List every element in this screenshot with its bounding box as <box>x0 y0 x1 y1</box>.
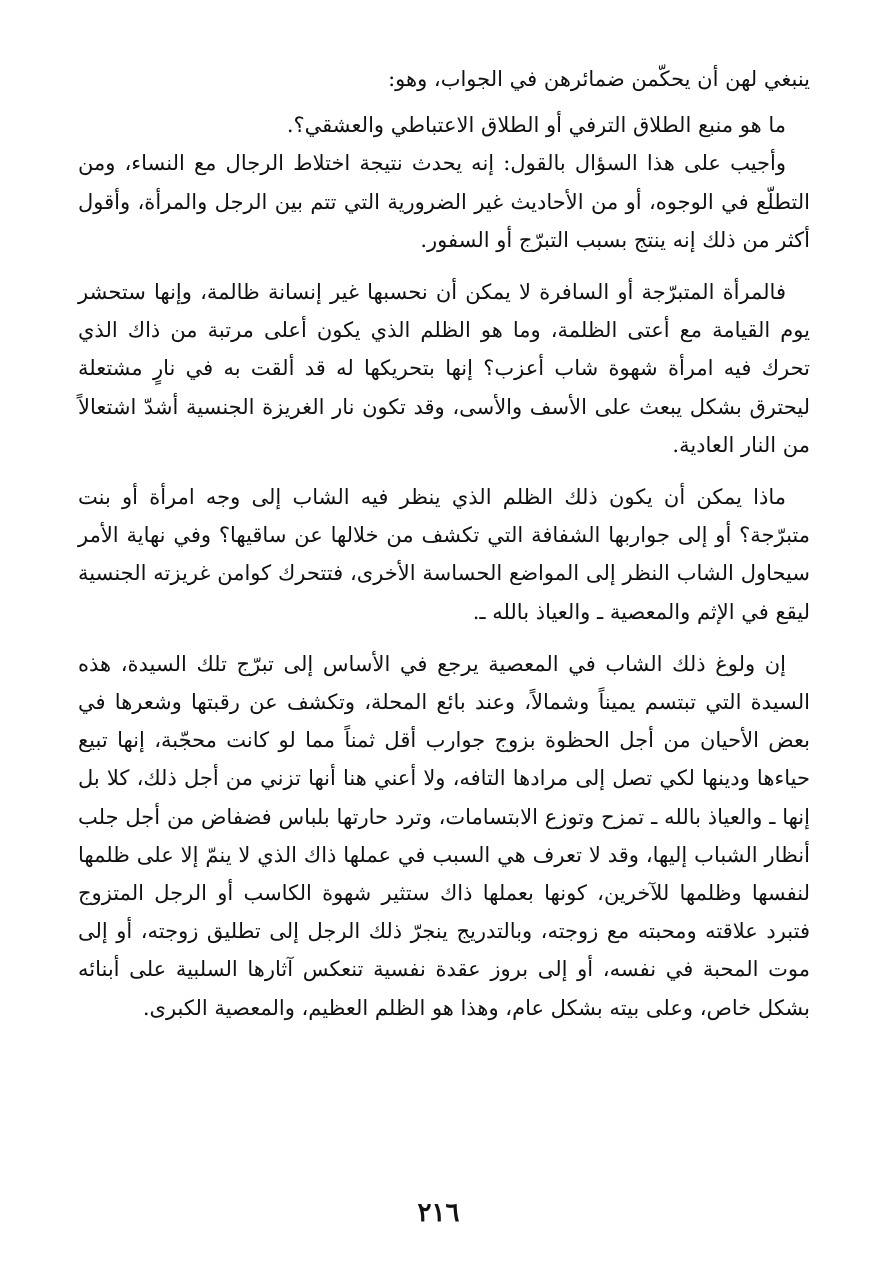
page-number: ٢١٦ <box>417 1198 460 1228</box>
paragraph-6: إن ولوغ ذلك الشاب في المعصية يرجع في الأساس إلى تبرّج تلك السيدة، هذه السيدة التي تبتسم يميناً وشمالاً، وعند بائع المحلة، وتكشف عن رقبتها وشعرها في بعض الأحيان من أجل الحظوة بزوج جوارب أقل ثمناً مما لو كانت محجّبة، إنها تبيع حياءها ودينها لكي تصل إلى مرادها التافه، ولا أعني هنا أنها تزني من أجل ذلك، كلا بل إنها ـ والعياذ بالله ـ تمزح وتوزع الابتسامات، وترد حارتها بلباس فضفاض من أجل جلب أنظار الشباب إليها، وقد لا تعرف هي السبب في عملها ذاك الذي لا ينمّ إلا على ظلمها لنفسها وظلمها للآخرين، كونها بعملها ذاك ستثير شهوة الكاسب أو الرجل المتزوج فتبرد علاقته ومحبته مع زوجته، وبالتدريج ينجرّ ذلك الرجل إلى تطليق زوجته، أو إلى موت المحبة في نفسه، أو إلى بروز عقدة نفسية تنعكس آثارها السلبية على أبنائه بشكل خاص، وعلى بيته بشكل عام، وهذا هو الظلم العظيم، والمعصية الكبرى. <box>78 651 810 1020</box>
paragraph-2: ما هو منبع الطلاق الترفي أو الطلاق الاعتباطي والعشقي؟. <box>286 113 786 138</box>
paragraph-1: ينبغي لهن أن يحكّمن ضمائرهن في الجواب، وهو: <box>388 67 810 91</box>
paragraph-5: ماذا يمكن أن يكون ذلك الظلم الذي ينظر فيه الشاب إلى وجه امرأة أو بنت متبرّجة؟ أو إلى جواربها الشفافة التي تكشف من خلالها عن ساقيها؟ وفي نهاية الأمر سيحاول الشاب النظر إلى المواضع الحساسة الأخرى، فتتحرك كوامن غريزته الجنسية ليقع في الإثم والمعصية ـ والعياذ بالله ـ. <box>78 485 810 624</box>
page-body <box>78 60 810 1027</box>
paragraph-4: فالمرأة المتبرّجة أو السافرة لا يمكن أن نحسبها غير إنسانة ظالمة، وإنها ستحشر يوم القيامة مع أعتى الظلمة، وما هو الظلم الذي يكون أعلى مرتبة من ذاك الذي تحرك فيه امرأة شهوة شاب أعزب؟ إنها بتحريكها له قد ألقت به في نارٍ مشتعلة ليحترق بشكل يبعث على الأسف والأسى، وقد تكون نار الغريزة الجنسية أشدّ اشتعالاً من النار العادية. <box>78 280 810 457</box>
paragraph-3: وأجيب على هذا السؤال بالقول: إنه يحدث نتيجة اختلاط الرجال مع النساء، ومن التطلّع في الوجوه، أو من الأحاديث غير الضرورية التي تتم بين الرجل والمرأة، وأقول أكثر من ذلك إنه ينتج بسبب التبرّج أو السفور. <box>78 151 810 252</box>
